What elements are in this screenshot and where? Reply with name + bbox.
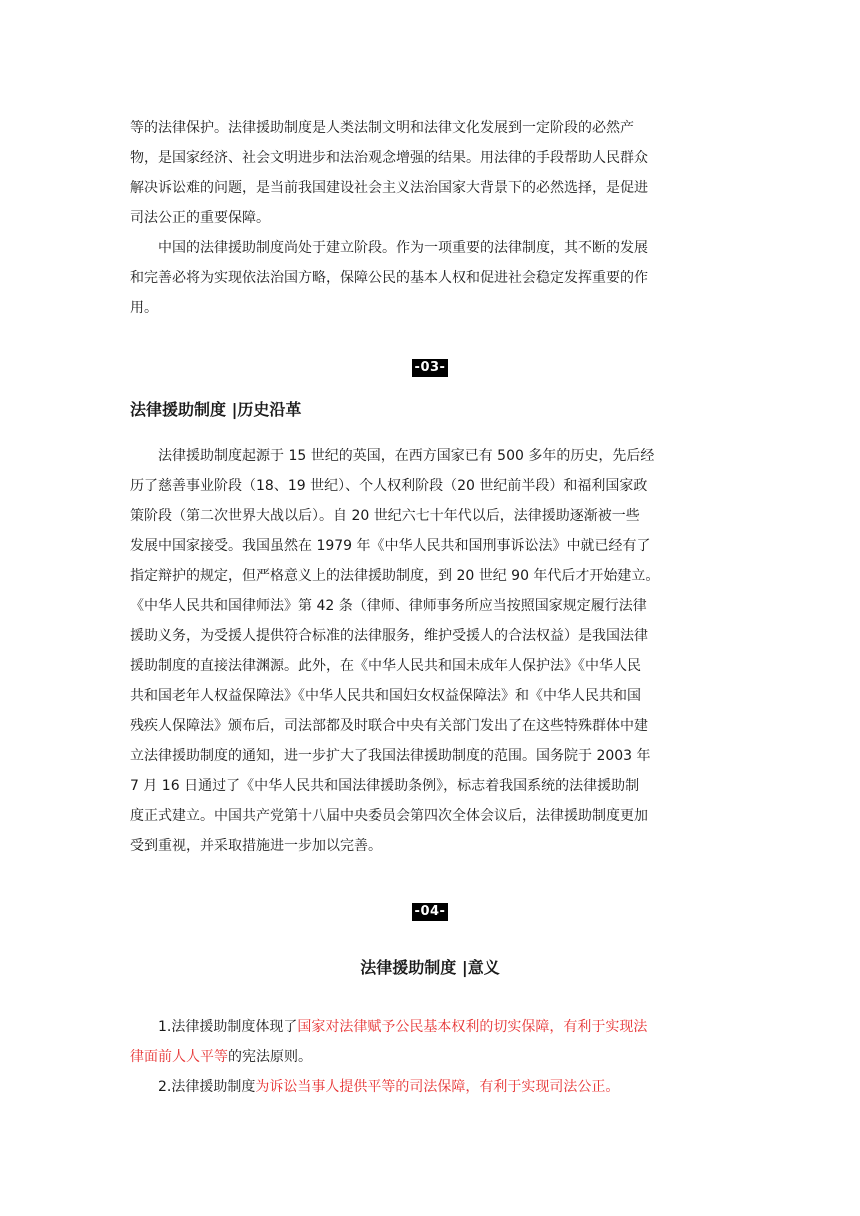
item-text: 1.法律援助制度体现了: [158, 1019, 298, 1035]
list-item: [130, 1012, 730, 1042]
text-line: 中国的法律援助制度尚处于建立阶段。作为一项重要的法律制度，其不断的发展: [158, 240, 648, 256]
text-line: 残疾人保障法》颁布后，司法部都及时联合中央有关部门发出了在这些特殊群体中建: [130, 718, 648, 734]
text-line: 物，是国家经济、社会文明进步和法治观念增强的结果。用法律的手段帮助人民群众: [130, 150, 648, 166]
section-number-badge: -03-: [412, 359, 449, 377]
text-line: 策阶段（第二次世界大战以后）。自 20 世纪六七十年代以后，法律援助逐渐被一些: [130, 508, 640, 524]
section-03-heading: 法律援助制度 |历史沿革: [130, 400, 302, 419]
text-line: 司法公正的重要保障。: [130, 210, 270, 226]
highlight-text: 为诉讼当事人提供平等的司法保障，有利于实现司法公正。: [255, 1079, 620, 1095]
history-paragraph: [130, 441, 730, 861]
list-item-continuation: [130, 1042, 730, 1072]
intro-paragraph: [130, 113, 730, 323]
text-line: 援助义务，为受援人提供符合标准的法律服务，维护受援人的合法权益）是我国法律: [130, 628, 648, 644]
text-line: 度正式建立。中国共产党第十八届中央委员会第四次全体会议后，法律援助制度更加: [130, 808, 648, 824]
item-text: 2.法律援助制度: [158, 1079, 256, 1095]
significance-list: [130, 1012, 730, 1102]
list-item: [130, 1072, 730, 1102]
text-line: 解决诉讼难的问题，是当前我国建设社会主义法治国家大背景下的必然选择，是促进: [130, 180, 648, 196]
text-line: 等的法律保护。法律援助制度是人类法制文明和法律文化发展到一定阶段的必然产: [130, 120, 634, 136]
text-line: 《中华人民共和国律师法》第 42 条（律师、律师事务所应当按照国家规定履行法律: [130, 598, 647, 614]
text-line: 指定辩护的规定，但严格意义上的法律援助制度，到 20 世纪 90 年代后才开始建立。: [130, 568, 660, 584]
text-line: 立法律援助制度的通知，进一步扩大了我国法律援助制度的范围。国务院于 2003 年: [130, 748, 651, 764]
text-line: 法律援助制度起源于 15 世纪的英国，在西方国家已有 500 多年的历史，先后经: [158, 448, 655, 464]
text-line: 和完善必将为实现依法治国方略，保障公民的基本人权和促进社会稳定发挥重要的作: [130, 270, 648, 286]
text-line: 7 月 16 日通过了《中华人民共和国法律援助条例》，标志着我国系统的法律援助制: [130, 778, 640, 794]
text-line: 用。: [130, 300, 158, 316]
item-text: 的宪法原则。: [228, 1049, 312, 1065]
section-number-badge: -04-: [412, 903, 449, 921]
text-line: 受到重视，并采取措施进一步加以完善。: [130, 838, 382, 854]
text-line: 发展中国家接受。我国虽然在 1979 年《中华人民共和国刑事诉讼法》中就已经有了: [130, 538, 651, 554]
section-03-badge-row: [0, 356, 860, 377]
text-line: 共和国老年人权益保障法》《中华人民共和国妇女权益保障法》和《中华人民共和国: [130, 688, 641, 704]
highlight-text: 律面前人人平等: [130, 1049, 228, 1065]
highlight-text: 国家对法律赋予公民基本权利的切实保障，有利于实现法: [297, 1019, 648, 1035]
text-line: 援助制度的直接法律渊源。此外，在《中华人民共和国未成年人保护法》《中华人民: [130, 658, 641, 674]
section-04-badge-row: [0, 900, 860, 921]
section-04-heading: 法律援助制度 |意义: [360, 958, 500, 977]
text-line: 历了慈善事业阶段（18、19 世纪）、个人权利阶段（20 世纪前半段）和福利国家政: [130, 478, 648, 494]
